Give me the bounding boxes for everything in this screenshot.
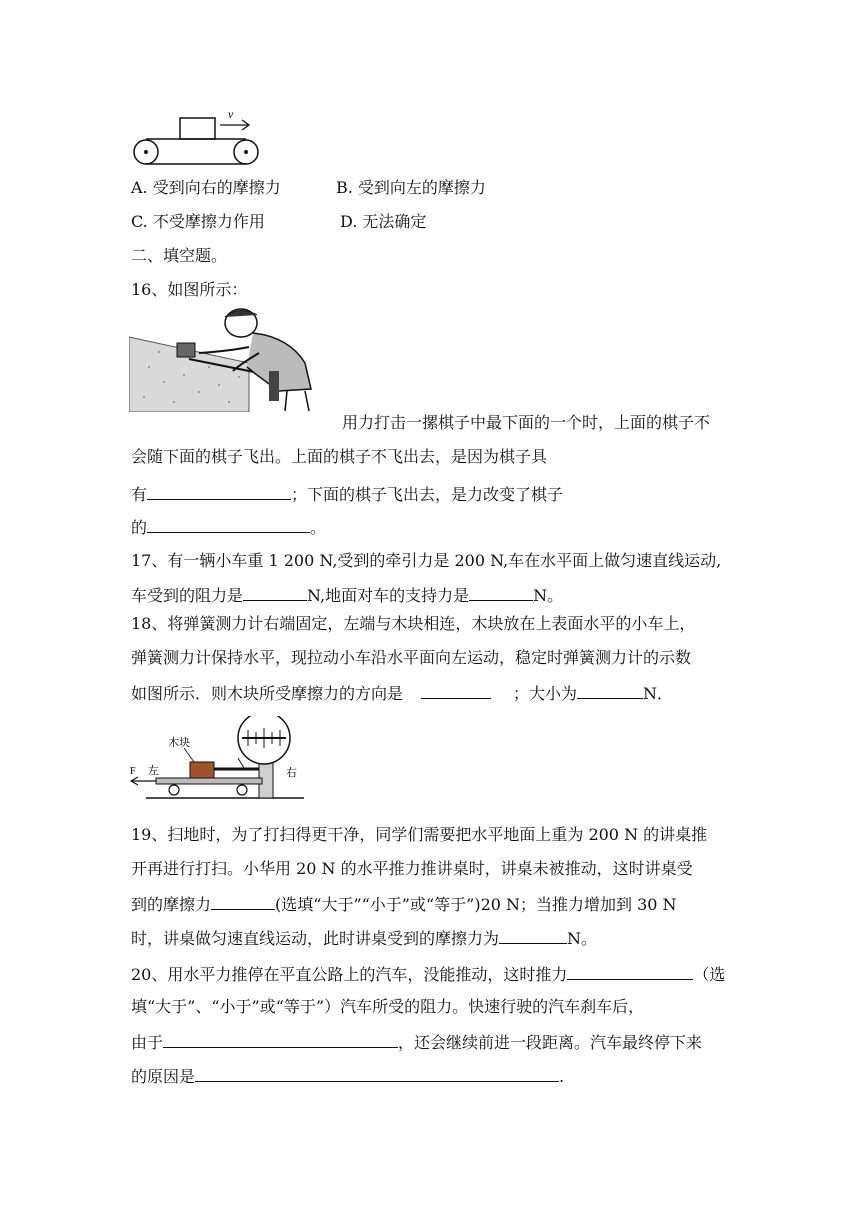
block-label: 木块: [168, 736, 190, 749]
q18-line3-middle: ；大小为: [513, 684, 578, 703]
q18-answer-blank-2[interactable]: [577, 680, 643, 699]
wooden-block: [190, 762, 214, 778]
q16-answer-blank-2[interactable]: [147, 514, 310, 533]
q20-line2: 填“大于”、“小于”或“等于”）汽车所受的阻力。快速行驶的汽车刹车后，: [131, 997, 645, 1016]
q17-answer-blank-2[interactable]: [469, 582, 533, 601]
q20-line3: [131, 1029, 702, 1055]
spring-scale-figure: [126, 716, 306, 808]
q20-line4-suffix: .: [559, 1067, 565, 1086]
q18-line1: 18、将弹簧测力计右端固定，左端与木块相连，木块放在上表面水平的小车上，: [131, 614, 696, 633]
q20-line3-prefix: 由于: [131, 1033, 164, 1052]
q19-line4-prefix: 时，讲桌做匀速直线运动，此时讲桌受到的摩擦力为: [131, 929, 500, 948]
conveyor-belt-figure: [128, 108, 268, 170]
q17-line2-prefix: 车受到的阻力是: [131, 586, 244, 605]
q20-answer-blank-2[interactable]: [163, 1029, 398, 1048]
left-label: 左: [148, 764, 159, 777]
option-b: B. 受到向左的摩擦力: [336, 178, 486, 197]
q18-answer-blank-1[interactable]: [421, 680, 491, 699]
q20-line4-prefix: 的原因是: [131, 1067, 196, 1086]
q19-line4-suffix: N。: [567, 929, 598, 948]
q18-line3-suffix: N．: [643, 684, 674, 703]
q16-line3-prefix: 有: [131, 485, 148, 504]
q16-line4-suffix: 。: [310, 518, 327, 537]
q20-answer-blank-3[interactable]: [195, 1063, 559, 1082]
q17-line2: [131, 582, 563, 608]
velocity-label: v: [228, 108, 234, 121]
q20-line3-suffix: ，还会继续前进一段距离。汽车最终停下来: [398, 1033, 703, 1052]
q16-line3: [131, 481, 563, 507]
cart-body: [156, 778, 262, 784]
option-d: D. 无法确定: [340, 212, 427, 231]
section-heading: 二、填空题。: [131, 246, 228, 265]
cart-wheel-right: [237, 785, 247, 795]
q17-line1: 17、有一辆小车重 1 200 N,受到的牵引力是 200 N,车在水平面上做匀速直线运动,: [131, 551, 722, 570]
q20-line1: [131, 961, 725, 987]
q20-line1-prefix: 20、用水平力推停在平直公路上的汽车，没能推动，这时推力: [131, 965, 568, 984]
q19-line3: [131, 891, 677, 917]
q18-line3: [131, 680, 673, 706]
q20-line1-suffix: （选: [693, 965, 726, 984]
right-label: 右: [286, 766, 297, 779]
q16-line2: 会随下面的棋子飞出。上面的棋子不飞出去，是因为棋子具: [131, 447, 548, 466]
person-striking-pieces-figure: [129, 307, 324, 412]
q16-answer-blank-1[interactable]: [147, 481, 291, 500]
q19-answer-blank-1[interactable]: [211, 891, 275, 910]
q16-line3-suffix: ；下面的棋子飞出去，是力改变了棋子: [291, 485, 564, 504]
q19-line3-prefix: 到的摩擦力: [131, 895, 212, 914]
q16-line4-prefix: 的: [131, 518, 148, 537]
q19-line3-suffix: (选填“大于”“小于”或“等于”)20 N；当推力增加到 30 N: [275, 895, 677, 914]
q20-answer-blank-1[interactable]: [567, 961, 693, 980]
q17-answer-blank-1[interactable]: [243, 582, 307, 601]
q20-line4: [131, 1063, 564, 1089]
q16-line4: [131, 514, 326, 540]
force-label: F: [130, 766, 136, 777]
q18-line2: 弹簧测力计保持水平，现拉动小车沿水平面向左运动，稳定时弹簧测力计的示数: [131, 648, 692, 667]
q16-line1: 用力打击一摞棋子中最下面的一个时，上面的棋子不: [342, 413, 711, 432]
q19-answer-blank-2[interactable]: [499, 925, 567, 944]
q16-title: 16、如图所示：: [131, 280, 248, 299]
block-on-belt: [180, 118, 215, 139]
q19-line4: [131, 925, 597, 951]
cart-wheel-left: [169, 785, 179, 795]
q19-line2: 开再进行打扫。小华用 20 N 的水平推力推讲桌时，讲桌未被推动，这时讲桌受: [131, 859, 693, 878]
q19-line1: 19、扫地时，为了打扫得更干净，同学们需要把水平地面上重为 200 N 的讲桌推: [131, 825, 708, 844]
q18-line3-prefix: 如图所示．则木块所受摩擦力的方向是: [131, 684, 404, 703]
option-a: A. 受到向右的摩擦力: [131, 178, 281, 197]
q17-line2-middle: N,地面对车的支持力是: [307, 586, 470, 605]
q17-line2-suffix: N。: [533, 586, 564, 605]
option-c: C. 不受摩擦力作用: [131, 212, 265, 231]
